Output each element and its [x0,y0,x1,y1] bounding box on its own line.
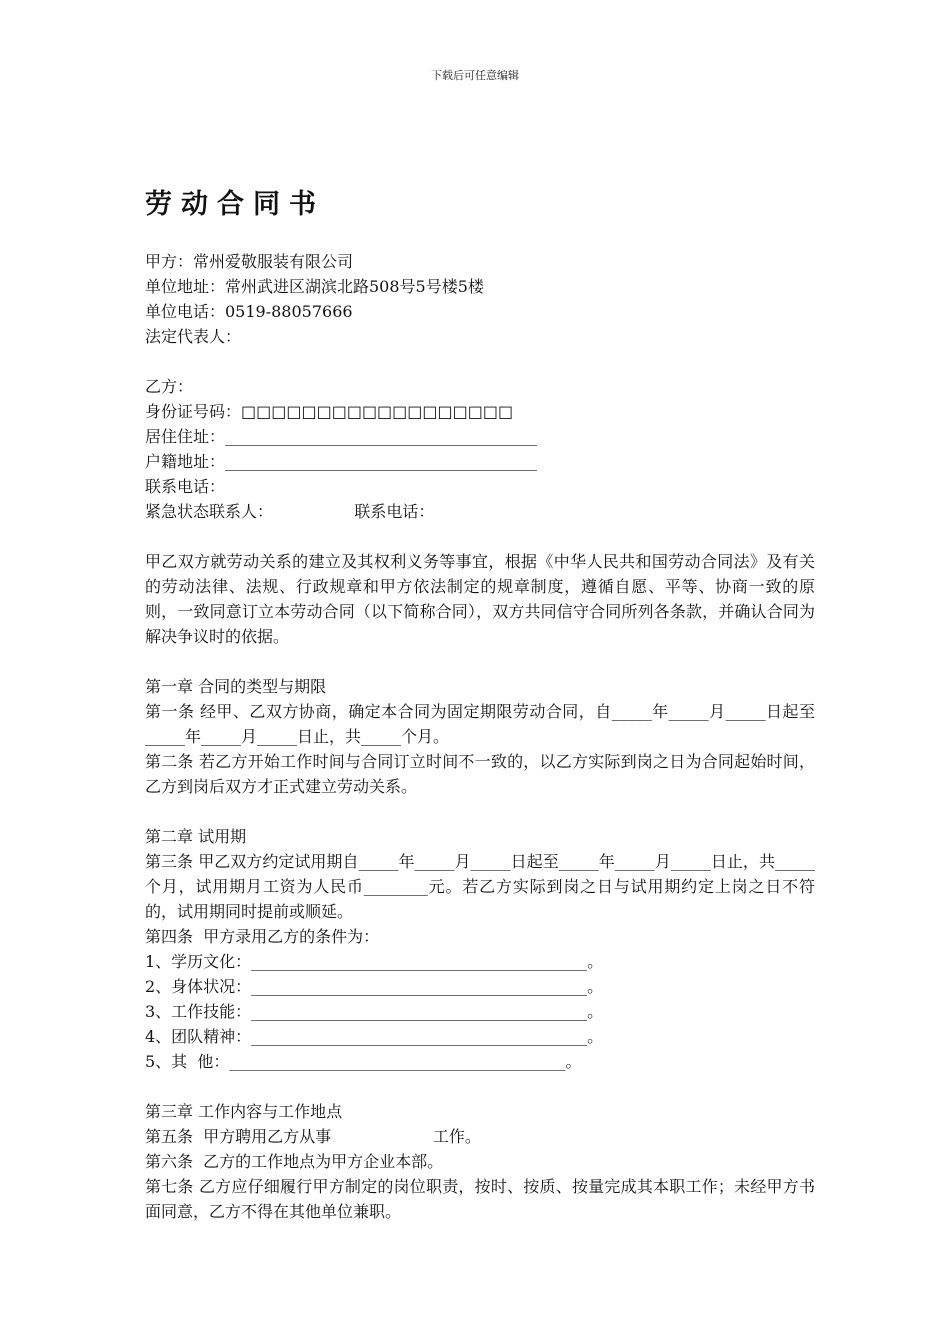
party-a-phone: 单位电话：0519-88057666 [145,302,353,321]
article-2: 第二条 若乙方开始工作时间与合同订立时间不一致的，以乙方实际到岗之日为合同起始时间，乙方到岗后双方才正式建立劳动关系。 [145,752,815,796]
condition-health: 2、身体状况：__________________________________________。 [145,977,604,996]
chapter-3-title: 第三章 工作内容与工作地点 [145,1102,343,1121]
condition-skills: 3、工作技能：__________________________________________。 [145,1002,604,1021]
document-title: 劳动合同书 [145,189,325,220]
article-1: 第一条 经甲、乙双方协商，确定本合同为固定期限劳动合同，自_____年_____月_____日起至_____年_____月_____日止，共_____个月。 [145,702,815,746]
party-a-legal-rep: 法定代表人： [145,327,242,346]
condition-education: 1、学历文化：__________________________________________。 [145,952,604,971]
spacer [145,649,815,674]
spacer [145,349,815,374]
party-a-name: 甲方：常州爱敬服装有限公司 [145,252,354,271]
condition-other: 5、其 他：__________________________________________。 [145,1052,582,1071]
condition-teamwork: 4、团队精神：__________________________________________。 [145,1027,604,1046]
party-a-address: 单位地址：常州武进区湖滨北路508号5号楼5楼 [145,277,484,296]
party-b-id-number: 身份证号码：□□□□□□□□□□□□□□□□□□ [145,402,514,421]
article-3: 第三条 甲乙双方约定试用期自_____年_____月_____日起至_____年_____月_____日止，共_____个月，试用期月工资为人民币________元。若乙方实际到岗之日与试用期约定上岗之日不符的，试用期同时提前或顺延。 [145,852,815,921]
preamble-paragraph: 甲乙双方就劳动关系的建立及其权利义务等事宜，根据《中华人民共和国劳动合同法》及有关的劳动法律、法规、行政规章和甲方依法制定的规章制度，遵循自愿、平等、协商一致的原则，一致同意订立本劳动合同（以下简称合同），双方共同信守合同所列各条款，并确认合同为解决争议时的依据。 [145,552,815,646]
spacer [145,799,815,824]
spacer [145,1074,815,1099]
article-6: 第六条 乙方的工作地点为甲方企业本部。 [145,1152,444,1171]
party-b-emergency-contact: 紧急状态联系人： 联系电话： [145,502,435,521]
chapter-2-title: 第二章 试用期 [145,827,247,846]
party-b-residence: 居住住址：_______________________________________ [145,427,538,446]
article-7: 第七条 乙方应仔细履行甲方制定的岗位职责，按时、按质、按量完成其本职工作；未经甲方书面同意，乙方不得在其他单位兼职。 [145,1177,815,1221]
header-note: 下载后可任意编辑 [431,69,519,82]
article-5: 第五条 甲方聘用乙方从事 工作。 [145,1127,481,1146]
party-b-label: 乙方： [145,377,194,396]
party-b-hukou: 户籍地址：_______________________________________ [145,452,538,471]
chapter-1-title: 第一章 合同的类型与期限 [145,677,327,696]
party-b-contact-phone: 联系电话： [145,477,226,496]
document-body [145,249,815,1224]
article-4: 第四条 甲方录用乙方的条件为： [145,927,380,946]
spacer [145,524,815,549]
